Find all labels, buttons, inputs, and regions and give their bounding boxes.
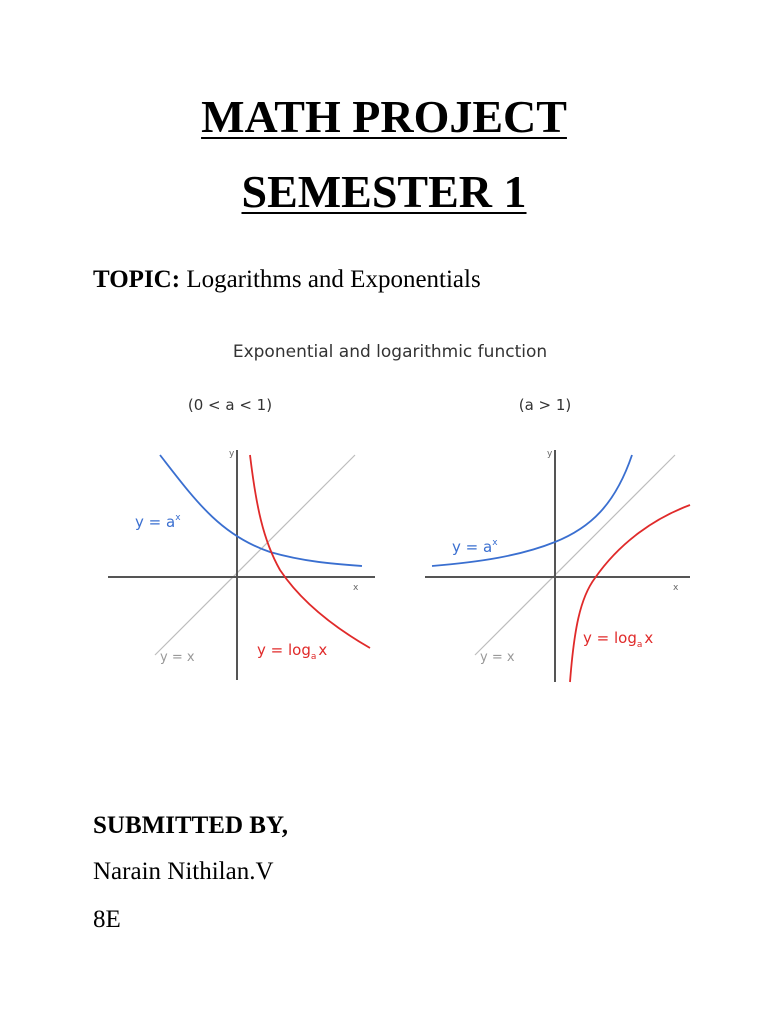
right-identity-line [475,455,675,655]
topic-line [93,266,481,294]
function-figure [100,330,700,685]
right-exp-label: $y = a^x$ [452,538,498,556]
topic-value: Logarithms and Exponentials [186,266,481,293]
left-x-axis-label: x [353,583,359,593]
right-log-curve [570,505,690,682]
title-line-1: MATH PROJECT [201,91,567,142]
topic-label: TOPIC: [93,266,181,293]
student-name: Narain Nithilan.V [93,858,274,885]
left-condition: (0 < a < 1) [187,396,273,414]
function-graph-svg [100,330,700,685]
left-y-axis-label: y [229,449,235,459]
right-log-label: $y = \log_a x$ [583,629,654,650]
left-identity-label: y = x [160,650,195,665]
title-line-2: SEMESTER 1 [241,166,527,217]
left-log-label: $y = \log_a x$ [257,641,328,662]
left-panel [108,396,375,680]
right-panel [425,396,690,682]
left-exponential-curve [160,455,362,566]
figure-caption: Exponential and logarithmic function [232,342,548,362]
right-x-axis-label: x [673,583,679,593]
right-identity-label: y = x [480,650,515,665]
left-exp-label: $y = a^x$ [135,513,181,531]
right-y-axis-label: y [547,449,553,459]
right-condition: (a > 1) [518,396,572,414]
student-class: 8E [93,906,121,933]
submitted-by-label: SUBMITTED BY, [93,812,288,839]
